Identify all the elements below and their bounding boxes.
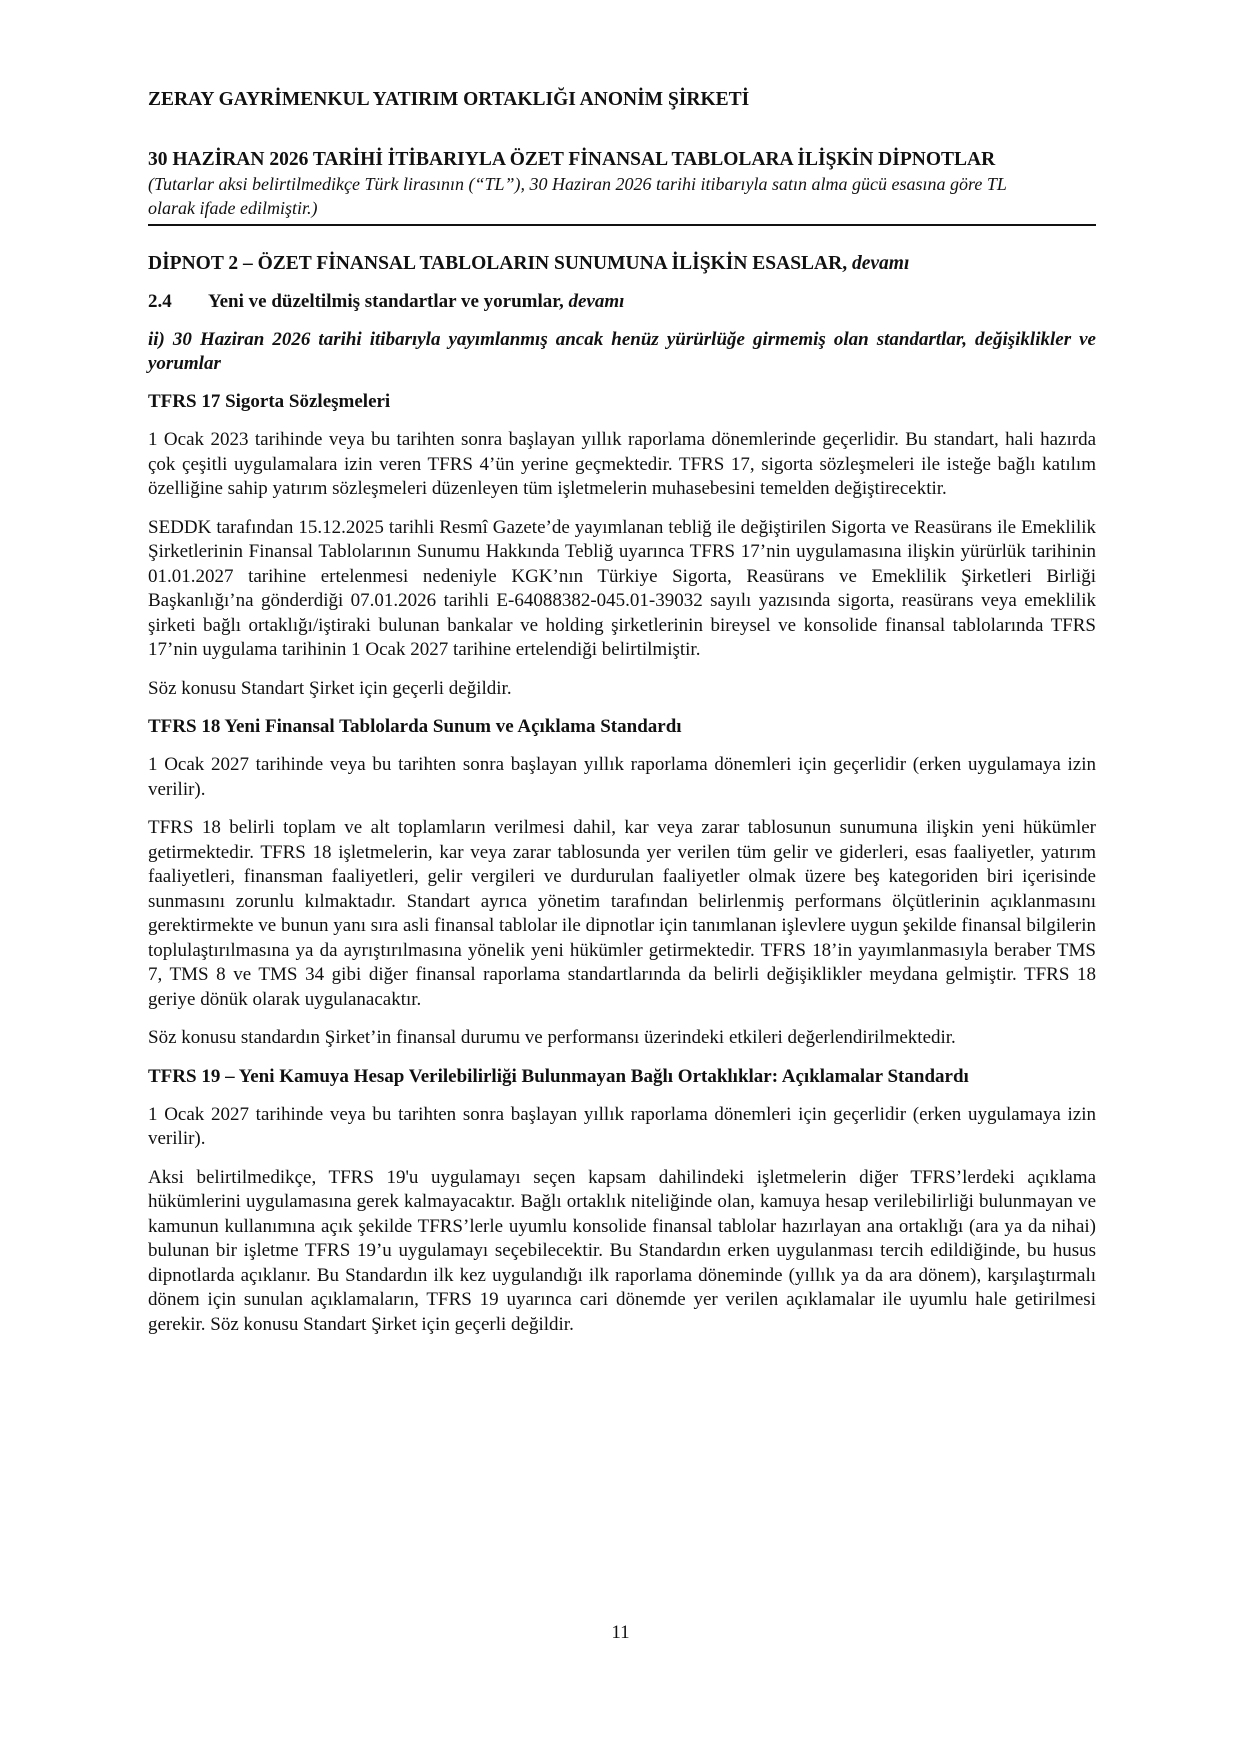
tfrs19-paragraph-2: Aksi belirtilmedikçe, TFRS 19'u uygulamayı seçen kapsam dahilindeki işletmelerin diğer TFRS’lerdeki açıklama hükümlerini uygulamasına gerek kalmayacaktır. Bağlı ortaklık niteliğinde olan, kamuya hesap verilebilirliği bulunmayan ve kamunun kullanımına açık şekilde TFRS’lerle uyumlu konsolide finansal tablolar hazırlayan ana ortaklığı (ara ya da nihai) bulunan bir işletme TFRS 19’u uygulamayı seçebilecektir. Bu Standardın erken uygulanması tercih edildiğinde, bu husus dipnotlarda açıklanır. Bu Standardın ilk kez uygulandığı ilk raporlama döneminde (yıllık ya da ara dönem), karşılaştırmalı dönem için sunulan açıklamaların, TFRS 19 uyarınca cari dönemde yer verilen açıklamalar ile uyumlu hale getirilmesi gerekir. Söz konusu Standart Şirket için geçerli değildir. bbox=[148, 1166, 1096, 1335]
tfrs18-paragraph-3: Söz konusu standardın Şirket’in finansal durumu ve performansı üzerindeki etkileri değerlendirilmektedir. bbox=[148, 1027, 956, 1048]
section-suffix: devamı bbox=[568, 291, 625, 312]
tfrs18-paragraph-2: TFRS 18 belirli toplam ve alt toplamların verilmesi dahil, kar veya zarar tablosunun sunumuna ilişkin yeni hükümler getirmektedir. TFRS 18 işletmelerin, kar veya zarar tablosunda yer verilen tüm gelir ve giderleri, esas faaliyetler, yatırım faaliyetleri, finansman faaliyetleri, gelir vergileri ve durdurulan faaliyetler olmak üzere beş kategoriden biri içerisinde sunmasını zorunlu kılmaktadır. Standart ayrıca yönetim tarafından belirlenmiş performans ölçütlerinin açıklanmasını gerektirmekte ve bunun yanı sıra asli finansal tablolar ile dipnotlar için tanımlanan işlevlere uygun şekilde finansal bilgilerin toplulaştırılmasına ya da ayrıştırılmasına yönelik yeni hükümler getirmektedir. TFRS 18’in yayımlanmasıyla beraber TMS 7, TMS 8 ve TMS 34 gibi diğer finansal raporlama standartlarında da belirli değişiklikler meydana gelmiştir. TFRS 18 geriye dönük olarak uygulanacaktır. bbox=[148, 817, 1096, 1010]
section-title: Yeni ve düzeltilmiş standartlar ve yorumlar, bbox=[208, 291, 564, 312]
currency-note-line-1: (Tutarlar aksi belirtilmedikçe Türk lirasının (“TL”), 30 Haziran 2026 tarihi itibarıyla satın alma gücü esasına göre TL bbox=[148, 174, 1007, 194]
tfrs17-paragraph-1: 1 Ocak 2023 tarihinde veya bu tarihten sonra başlayan yıllık raporlama dönemlerinde geçerlidir. Bu standart, hali hazırda çok çeşitli uygulamalara izin veren TFRS 4’ün yerine geçmektedir. TFRS 17, sigorta sözleşmeleri ile isteğe bağlı katılım özelliğine sahip yatırım sözleşmeleri düzenleyen tüm işletmelerin muhasebesini temelden değiştirecektir. bbox=[148, 429, 1096, 499]
tfrs18-heading: TFRS 18 Yeni Finansal Tablolarda Sunum ve Açıklama Standardı bbox=[148, 716, 682, 737]
tfrs17-paragraph-3: Söz konusu Standart Şirket için geçerli değildir. bbox=[148, 677, 512, 699]
currency-note-line-2: olarak ifade edilmiştir.) bbox=[148, 198, 318, 218]
note-heading bbox=[148, 252, 1096, 276]
tfrs18-paragraph-1: 1 Ocak 2027 tarihinde veya bu tarihten sonra başlayan yıllık raporlama dönemleri için geçerlidir (erken uygulamaya izin verilir). bbox=[148, 754, 1096, 800]
header-divider bbox=[148, 224, 1096, 226]
section-heading bbox=[148, 290, 1096, 314]
page-number: 11 bbox=[611, 1622, 630, 1643]
tfrs17-heading: TFRS 17 Sigorta Sözleşmeleri bbox=[148, 391, 391, 412]
note-heading-suffix: devamı bbox=[851, 253, 910, 274]
subsection-heading: ii) 30 Haziran 2026 tarihi itibarıyla yayımlanmış ancak henüz yürürlüğe girmemiş olan standartlar, değişiklikler ve yorumlar bbox=[148, 329, 1096, 374]
section-number: 2.4 bbox=[148, 291, 172, 312]
note-heading-text: DİPNOT 2 – ÖZET FİNANSAL TABLOLARIN SUNUMUNA İLİŞKİN ESASLAR, bbox=[148, 253, 848, 274]
tfrs17-paragraph-2: SEDDK tarafından 15.12.2025 tarihli Resmî Gazete’de yayımlanan tebliğ ile değiştirilen Sigorta ve Reasürans ile Emeklilik Şirketlerinin Finansal Tablolarının Sunumu Hakkında Tebliğ uyarınca TFRS 17’nin uygulamasına ilişkin yürürlük tarihinin 01.01.2027 tarihine ertelenmesi nedeniyle KGK’nın Türkiye Sigorta, Reasürans ve Emeklilik Şirketleri Birliği Başkanlığı’na gönderdiği 07.01.2026 tarihli E-64088382-045.01-39032 sayılı yazısında sigorta, reasürans veya emeklilik şirketi bağlı ortaklığı/iştiraki bulunan bankalar ve holding şirketlerinin bireysel ve konsolide finansal tablolarında TFRS 17’nin uygulama tarihinin 1 Ocak 2027 tarihine ertelendiği belirtilmiştir. bbox=[148, 516, 1096, 660]
tfrs19-heading: TFRS 19 – Yeni Kamuya Hesap Verilebilirliği Bulunmayan Bağlı Ortaklıklar: Açıklamalar Standardı bbox=[148, 1065, 969, 1087]
document-title: 30 HAZİRAN 2026 TARİHİ İTİBARIYLA ÖZET FİNANSAL TABLOLARA İLİŞKİN DİPNOTLAR bbox=[148, 149, 996, 170]
tfrs19-paragraph-1: 1 Ocak 2027 tarihinde veya bu tarihten sonra başlayan yıllık raporlama dönemleri için geçerlidir (erken uygulamaya izin verilir). bbox=[148, 1103, 1096, 1149]
company-name: ZERAY GAYRİMENKUL YATIRIM ORTAKLIĞI ANONİM ŞİRKETİ bbox=[148, 89, 750, 110]
document-page bbox=[148, 88, 1096, 1337]
